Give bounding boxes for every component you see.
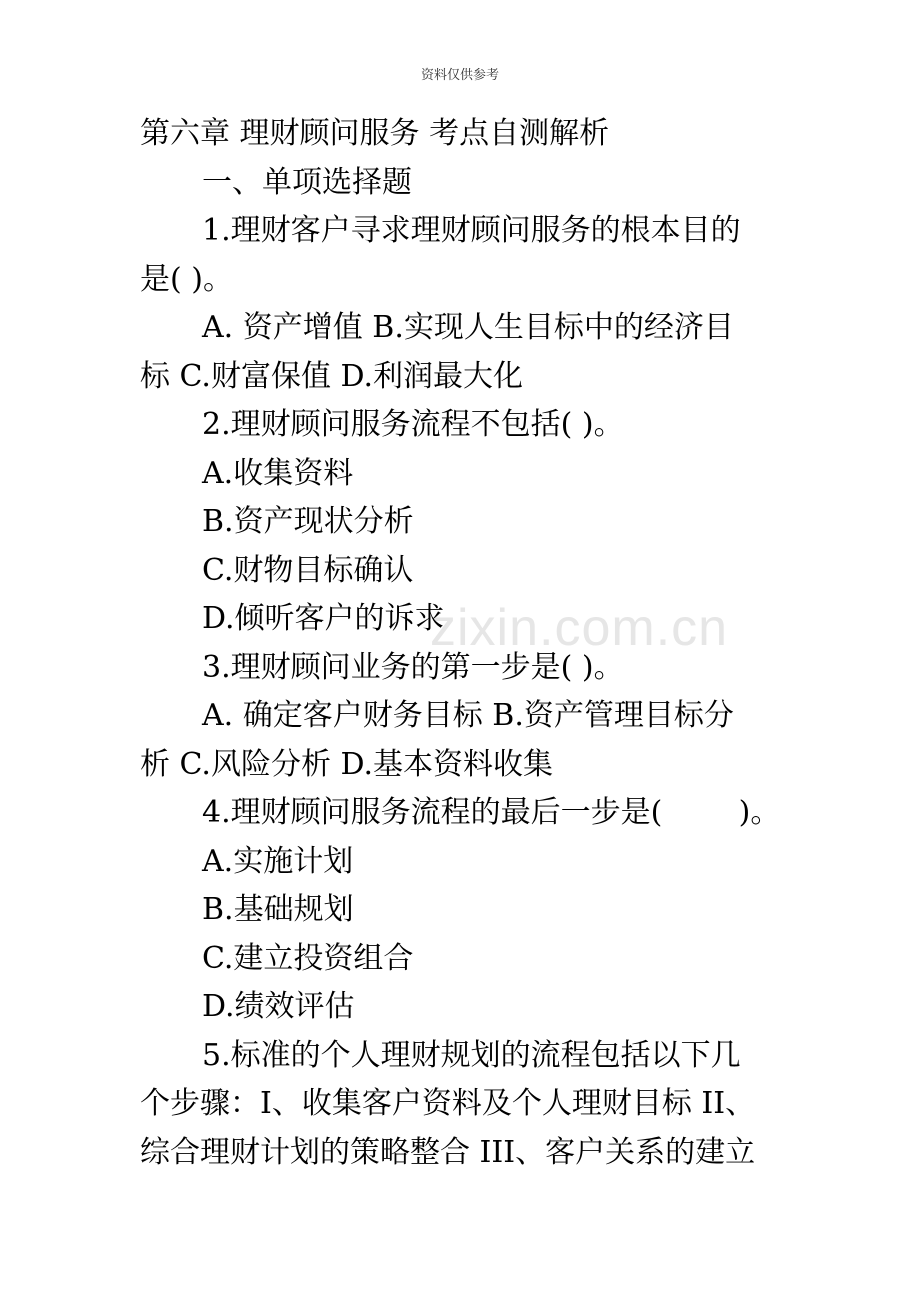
question-1-line-1: 1.理财客户寻求理财顾问服务的根本目的 — [202, 213, 741, 248]
chapter-title: 第六章 理财顾问服务 考点自测解析 — [140, 116, 610, 151]
question-2: 2.理财顾问服务流程不包括( )。 — [202, 407, 624, 442]
page-header: 资料仅供参考 — [420, 68, 499, 83]
document-body — [140, 110, 790, 1177]
watermark: zixin.com.cn — [430, 599, 729, 657]
question-4-option-d: D.绩效评估 — [202, 989, 355, 1024]
question-3-options-line-2: 析 C.风险分析 D.基本资料收集 — [140, 746, 554, 782]
section-heading: 一、单项选择题 — [202, 164, 412, 200]
question-4-option-c: C.建立投资组合 — [202, 940, 414, 976]
question-1-options-line-2: 标 C.财富保值 D.利润最大化 — [140, 358, 524, 394]
question-2-option-d: D.倾听客户的诉求 — [202, 601, 445, 636]
question-2-option-c: C.财物目标确认 — [202, 552, 414, 588]
question-5-line-1: 5.标准的个人理财规划的流程包括以下几 — [202, 1037, 741, 1073]
question-5-line-3: 综合理财计划的策略整合 III、客户关系的建立 — [140, 1134, 756, 1170]
question-4-option-a: A.实施计划 — [202, 843, 354, 879]
question-2-option-a: A.收集资料 — [202, 455, 354, 491]
question-4: 4.理财顾问服务流程的最后一步是( )。 — [202, 795, 781, 830]
question-1-line-2: 是( )。 — [140, 261, 233, 297]
question-5-line-2: 个步骤：I、收集客户资料及个人理财目标 II、 — [140, 1086, 756, 1121]
question-3-options-line-1: A. 确定客户财务目标 B.资产管理目标分 — [202, 698, 734, 733]
question-2-option-b: B.资产现状分析 — [202, 504, 414, 539]
question-3: 3.理财顾问业务的第一步是( )。 — [202, 649, 624, 685]
question-4-option-b: B.基础规划 — [202, 892, 354, 927]
question-1-options-line-1: A. 资产增值 B.实现人生目标中的经济目 — [202, 310, 734, 345]
